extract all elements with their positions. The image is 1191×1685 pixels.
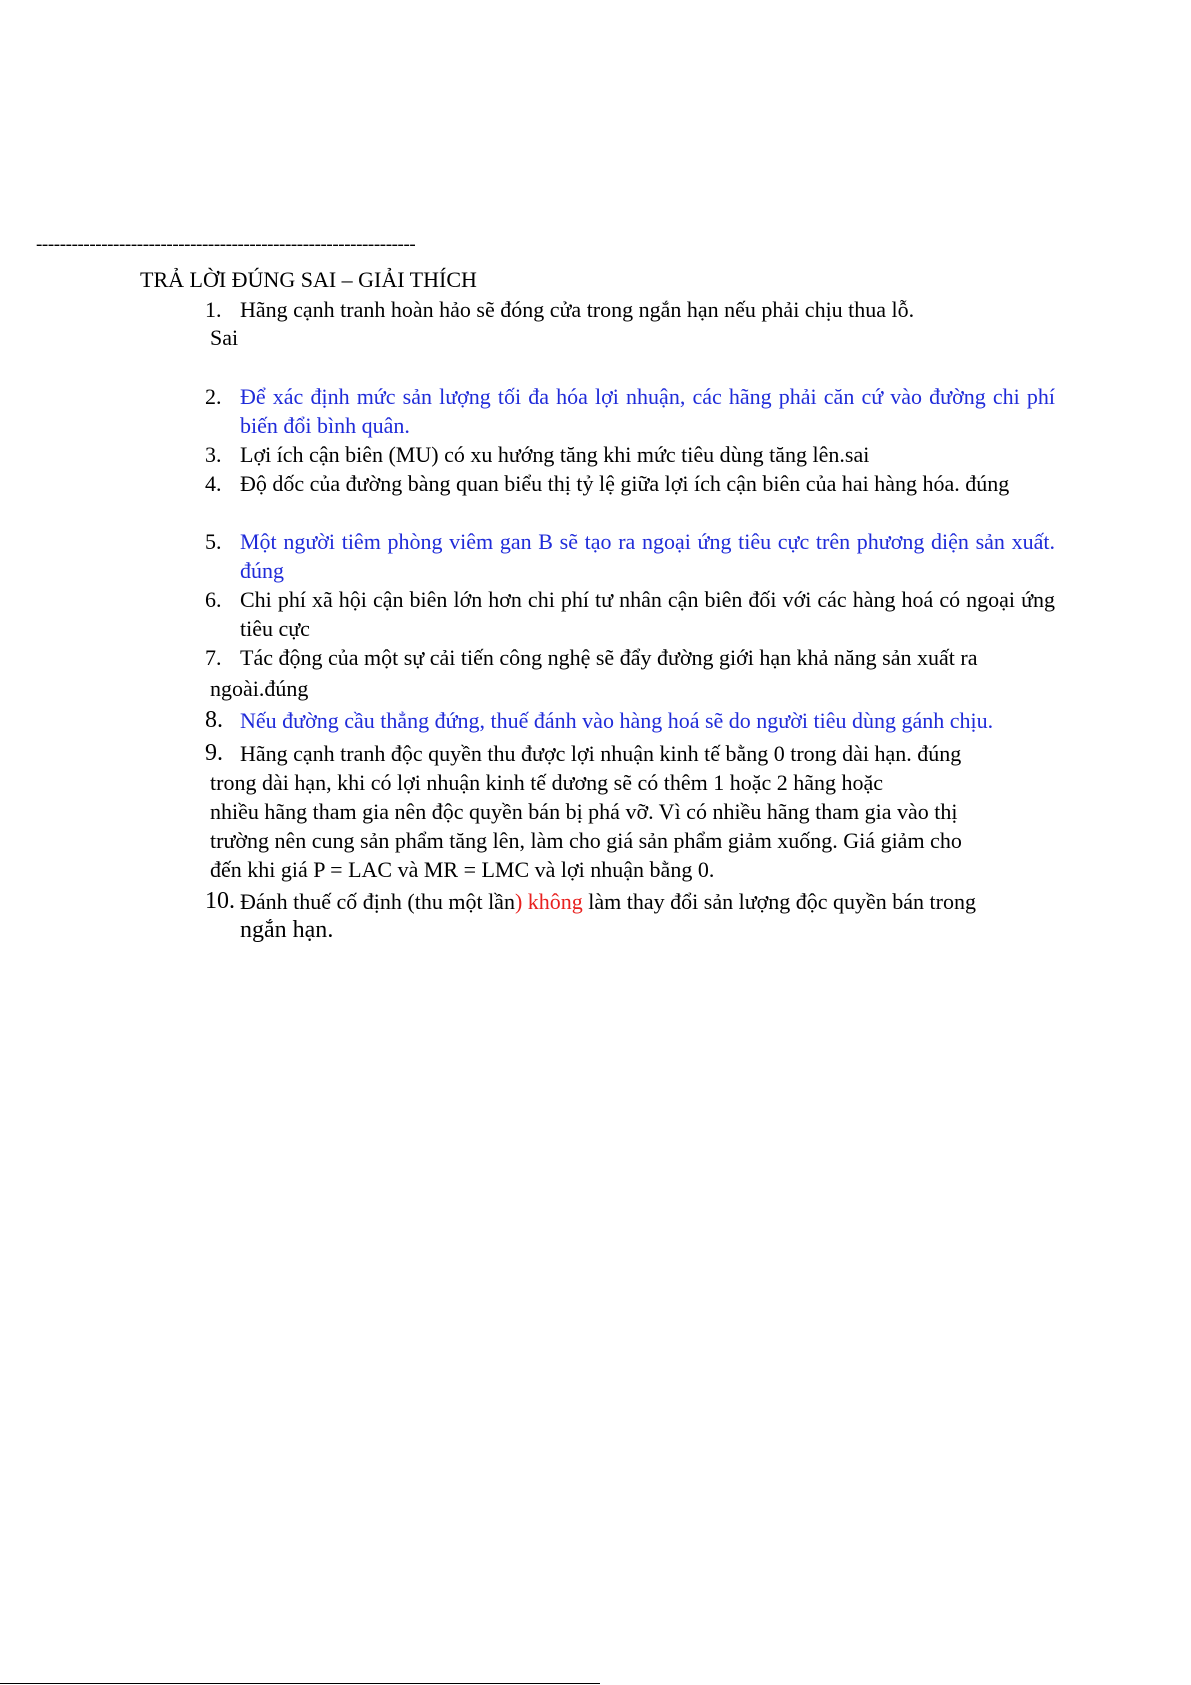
item-number: 8. <box>205 707 223 733</box>
item-text: Lợi ích cận biên (MU) có xu hướng tăng khi mức tiêu dùng tăng lên.sai <box>240 442 870 467</box>
explanation-line: nhiều hãng tham gia nên độc quyền bán bị phá vỡ. Vì có nhiều hãng tham gia vào thị <box>210 799 958 824</box>
explanation-line: trong dài hạn, khi có lợi nhuận kinh tế dương sẽ có thêm 1 hoặc 2 hãng hoặc <box>210 770 884 795</box>
list-item-2 <box>205 382 1055 440</box>
item-1-answer: Sai <box>210 325 239 350</box>
list-item-10 <box>205 887 1055 945</box>
item-number: 10. <box>205 888 235 914</box>
item-text: Một người tiêm phòng viêm gan B sẽ tạo ra ngoại ứng tiêu cực trên phương diện sản xuất. đúng <box>240 529 1055 583</box>
item-text-part: làm thay đổi sản lượng độc quyền bán trong <box>582 889 976 914</box>
list-item-8 <box>205 706 1055 735</box>
item-text-part: ngắn hạn <box>240 917 328 943</box>
item-number: 6. <box>205 587 222 612</box>
item-text: Nếu đường cầu thẳng đứng, thuế đánh vào hàng hoá sẽ do người tiêu dùng gánh chịu. <box>240 708 994 733</box>
list-item-4 <box>205 469 1055 498</box>
item-text: Độ dốc của đường bàng quan biểu thị tỷ lệ giữa lợi ích cận biên của hai hàng hóa. đúng <box>240 471 1010 496</box>
item-text: Hãng cạnh tranh độc quyền thu được lợi nhuận kinh tế bằng 0 trong dài hạn. đúng <box>240 741 962 766</box>
list-item-7 <box>205 643 1055 672</box>
list-item-3 <box>205 440 1055 469</box>
item-text-highlight: không <box>522 889 583 914</box>
item-7-answer: ngoài.đúng <box>210 676 309 701</box>
dashed-divider: ---------------------------------------------------------------- <box>36 234 416 255</box>
list-item-9 <box>205 739 1055 768</box>
item-number: 2. <box>205 384 222 409</box>
item-text: Tác động của một sự cải tiến công nghệ sẽ đẩy đường giới hạn khả năng sản xuất ra <box>240 645 978 670</box>
item-number: 7. <box>205 645 222 670</box>
item-number: 5. <box>205 529 222 554</box>
item-number: 9. <box>205 740 223 766</box>
item-text: Hãng cạnh tranh hoàn hảo sẽ đóng cửa trong ngắn hạn nếu phải chịu thua lỗ. <box>240 297 915 322</box>
list-item-1 <box>205 295 1055 324</box>
item-text: Để xác định mức sản lượng tối đa hóa lợi nhuận, các hãng phải căn cứ vào đường chi phí biến đổi bình quân. <box>240 384 1055 438</box>
item-text-part: Đánh thuế cố định (thu một lần <box>240 889 515 914</box>
item-text <box>205 887 1055 916</box>
list-item-5 <box>205 527 1055 585</box>
item-text-part: . <box>327 917 334 943</box>
item-text-paren: ) <box>514 889 523 914</box>
item-number: 3. <box>205 442 222 467</box>
item-number: 4. <box>205 471 222 496</box>
section-heading: TRẢ LỜI ĐÚNG SAI – GIẢI THÍCH <box>140 267 477 292</box>
item-text: Chi phí xã hội cận biên lớn hơn chi phí tư nhân cận biên đối với các hàng hoá có ngoại ứng tiêu cực <box>240 587 1055 641</box>
item-number: 1. <box>205 297 222 322</box>
list-item-6 <box>205 585 1055 643</box>
explanation-line: đến khi giá P = LAC và MR = LMC và lợi nhuận bằng 0. <box>210 857 715 882</box>
item-text-line2 <box>205 916 1055 945</box>
footer-rule <box>0 1683 600 1684</box>
explanation-line: trường nên cung sản phẩm tăng lên, làm cho giá sản phẩm giảm xuống. Giá giảm cho <box>210 828 962 853</box>
